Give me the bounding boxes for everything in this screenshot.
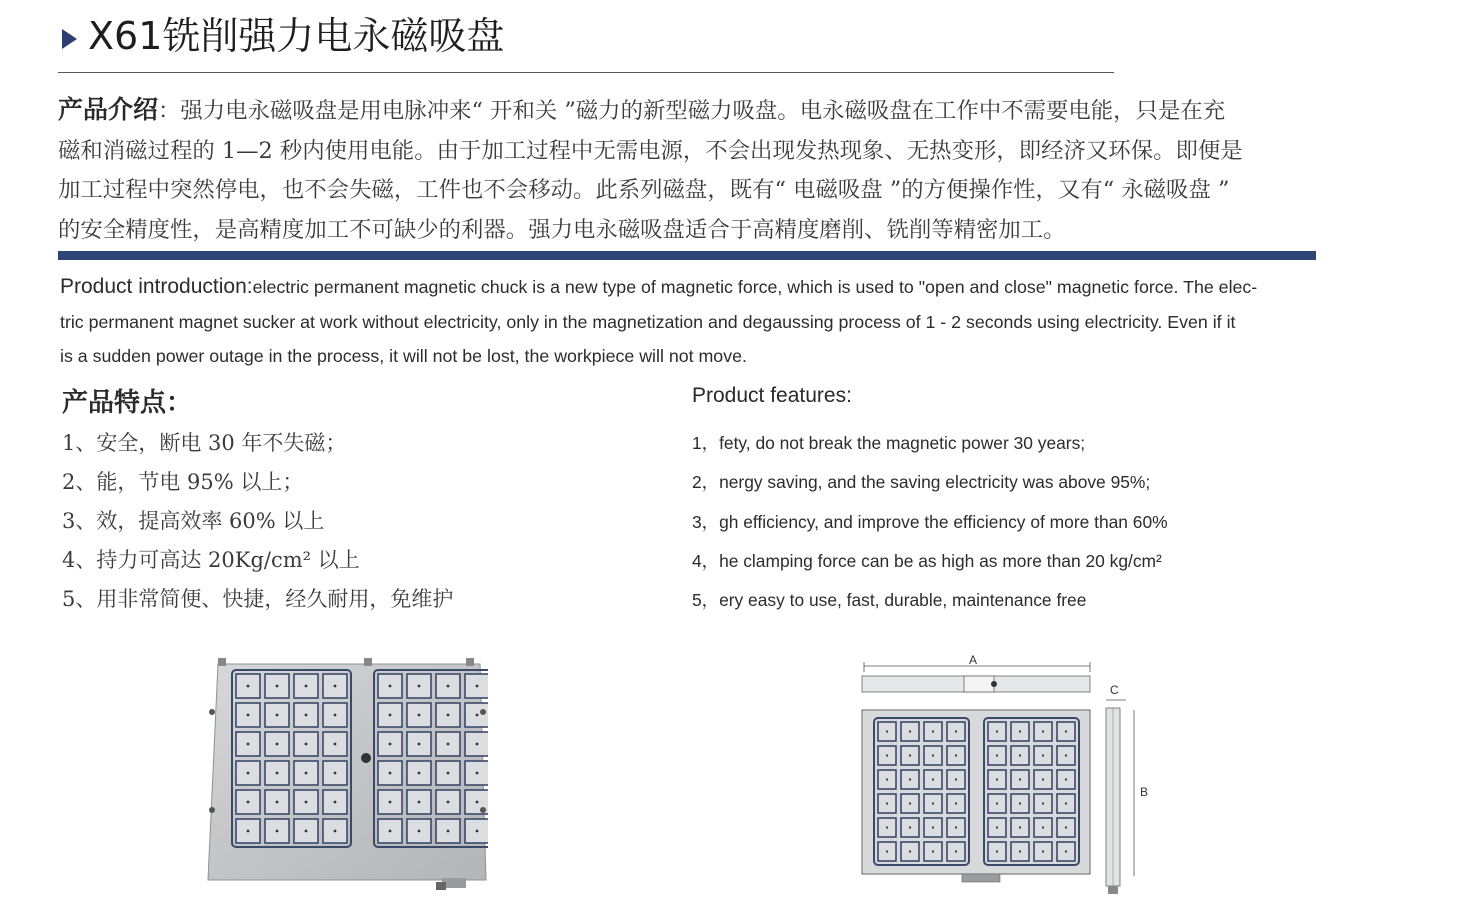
magnetic-chuck-photo <box>204 656 488 892</box>
triangle-arrow-icon <box>62 29 77 49</box>
pole-screw <box>447 685 450 688</box>
pole-screw <box>389 830 392 833</box>
features-cn-list <box>62 424 453 619</box>
pole-screw <box>996 826 998 828</box>
pole-screw <box>476 743 479 746</box>
pole-screw <box>932 802 934 804</box>
pole-screw <box>418 830 421 833</box>
pole-screw <box>909 730 911 732</box>
features-en-list <box>692 424 1168 620</box>
pole-screw <box>1019 850 1021 852</box>
pole-screw <box>909 850 911 852</box>
pole-screw <box>1042 730 1044 732</box>
dimension-b-label: B <box>1140 785 1149 799</box>
pole-screw <box>1019 778 1021 780</box>
pole-screw <box>932 778 934 780</box>
pole-screw <box>476 685 479 688</box>
pole-screw <box>886 802 888 804</box>
pole-screw <box>932 826 934 828</box>
pole-screw <box>418 772 421 775</box>
pole-screw <box>447 830 450 833</box>
dimension-c-label: C <box>1110 683 1119 697</box>
pole-screw <box>305 685 308 688</box>
intro-en-text: electric permanent magnetic chuck is a new type of magnetic force, which is used to "open and close" magnetic force. The elec- <box>252 277 1258 297</box>
pole-screw <box>334 830 337 833</box>
pole-screw <box>1019 826 1021 828</box>
pole-screw <box>334 801 337 804</box>
feature-cn-item: 5、用非常简便、快捷，经久耐用，免维护 <box>62 587 454 611</box>
pole-screw <box>418 801 421 804</box>
pole-screw <box>334 714 337 717</box>
pole-screw <box>1065 730 1067 732</box>
intro-cn-line: 的安全精度性，是高精度加工不可缺少的利器。强力电永磁吸盘适合于高精度磨削、铣削等精密加工。 <box>58 216 1066 243</box>
pole-screw <box>476 801 479 804</box>
pole-screw <box>1042 826 1044 828</box>
pole-screw <box>886 826 888 828</box>
features-cn-heading: 产品特点： <box>62 388 193 418</box>
pole-screw <box>909 826 911 828</box>
feature-en-item: 4，he clamping force can be as high as more than 20 kg/cm² <box>692 550 1162 571</box>
title-divider <box>58 72 1114 73</box>
pole-screw <box>305 772 308 775</box>
pole-screw <box>247 714 250 717</box>
feature-en-item: 1，fety, do not break the magnetic power 30 years; <box>692 433 1086 453</box>
feature-cn-item: 1、安全，断电 30 年不失磁； <box>62 431 347 455</box>
pole-screw <box>389 772 392 775</box>
feature-cn-item: 4、持力可高达 20Kg/cm² 以上 <box>62 548 360 572</box>
pole-screw <box>996 802 998 804</box>
pole-screw <box>932 850 934 852</box>
pole-screw <box>955 778 957 780</box>
pole-screw <box>955 802 957 804</box>
pole-screw <box>932 730 934 732</box>
intro-cn-line: 磁和消磁过程的 1—2 秒内使用电能。由于加工过程中无需电源，不会出现发热现象、无热变形，即经济又环保。即便是 <box>58 137 1243 164</box>
pole-screw <box>1019 802 1021 804</box>
pole-screw <box>247 801 250 804</box>
pole-screw <box>476 830 479 833</box>
pole-screw <box>1065 850 1067 852</box>
pole-screw <box>447 772 450 775</box>
pole-screw <box>932 754 934 756</box>
pole-screw <box>334 685 337 688</box>
pole-screw <box>305 801 308 804</box>
pole-screw <box>955 850 957 852</box>
dimension-a-label: A <box>969 653 978 667</box>
pole-screw <box>389 685 392 688</box>
pole-screw <box>447 743 450 746</box>
pole-screw <box>996 850 998 852</box>
intro-cn-line <box>58 90 1320 132</box>
pole-screw <box>276 801 279 804</box>
pole-screw <box>389 714 392 717</box>
pole-screw <box>334 743 337 746</box>
pole-screw <box>955 754 957 756</box>
pole-screw <box>1065 802 1067 804</box>
pole-screw <box>1065 754 1067 756</box>
pole-screw <box>955 730 957 732</box>
pole-screw <box>909 754 911 756</box>
feature-en-item: 5，ery easy to use, fast, durable, maintenance free <box>692 590 1087 611</box>
feature-en-item: 3，gh efficiency, and improve the efficiency of more than 60% <box>692 511 1168 532</box>
intro-en <box>60 270 1318 374</box>
pole-screw <box>305 714 308 717</box>
pole-screw <box>447 714 450 717</box>
pole-screw <box>305 830 308 833</box>
pole-screw <box>1065 826 1067 828</box>
pole-screw <box>1019 754 1021 756</box>
intro-cn-text: ：强力电永磁吸盘是用电脉冲来“ 开和关 ”磁力的新型磁力吸盘。电永磁吸盘在工作中不需要电能，只是在充 <box>158 98 1226 124</box>
pole-screw <box>247 772 250 775</box>
pole-screw <box>909 778 911 780</box>
pole-screw <box>276 830 279 833</box>
pole-screw <box>886 730 888 732</box>
pole-screw <box>996 754 998 756</box>
pole-screw <box>886 850 888 852</box>
intro-en-line <box>60 270 1318 305</box>
pole-screw <box>389 801 392 804</box>
pole-screw <box>1019 730 1021 732</box>
intro-en-label: Product introduction: <box>60 275 253 298</box>
pole-screw <box>447 801 450 804</box>
section-divider-bar <box>58 251 1316 260</box>
pole-screw <box>1042 802 1044 804</box>
pole-screw <box>389 743 392 746</box>
pole-screw <box>276 714 279 717</box>
pole-screw <box>418 743 421 746</box>
pole-screw <box>276 743 279 746</box>
intro-cn-line: 加工过程中突然停电，也不会失磁，工件也不会移动。此系列磁盘，既有“ 电磁吸盘 ”的方便操作性，又有“ 永磁吸盘 ” <box>58 177 1230 203</box>
features-en-heading: Product features: <box>692 384 852 407</box>
pole-screw <box>418 685 421 688</box>
pole-screw <box>247 685 250 688</box>
intro-en-line: tric permanent magnet sucker at work without electricity, only in the magnetization and degaussing process of 1 - 2 seconds using electricity. Even if it <box>60 311 1236 332</box>
pole-screw <box>955 826 957 828</box>
pole-screw <box>247 743 250 746</box>
pole-screw <box>1042 778 1044 780</box>
pole-screw <box>476 772 479 775</box>
pole-screw <box>418 714 421 717</box>
intro-cn-label: 产品介绍 <box>58 95 159 124</box>
intro-en-line: is a sudden power outage in the process, it will not be lost, the workpiece will not move. <box>60 346 747 366</box>
pole-screw <box>334 772 337 775</box>
feature-cn-item: 2、能，节电 95% 以上； <box>62 470 304 494</box>
title-block <box>58 12 1118 76</box>
chuck-dimension-drawing <box>856 650 1156 898</box>
feature-cn-item: 3、效，提高效率 60% 以上 <box>62 509 325 533</box>
page-title: X61铣削强力电永磁吸盘 <box>88 14 505 58</box>
pole-screw <box>1042 754 1044 756</box>
pole-screw <box>276 685 279 688</box>
pole-screw <box>996 730 998 732</box>
pole-screw <box>1065 778 1067 780</box>
intro-cn <box>58 90 1320 250</box>
pole-screw <box>476 714 479 717</box>
pole-screw <box>886 754 888 756</box>
pole-screw <box>996 778 998 780</box>
pole-screw <box>247 830 250 833</box>
pole-screw <box>1042 850 1044 852</box>
pole-screw <box>305 743 308 746</box>
feature-en-item: 2，nergy saving, and the saving electricity was above 95%; <box>692 472 1151 493</box>
pole-screw <box>909 802 911 804</box>
pole-screw <box>886 778 888 780</box>
pole-screw <box>276 772 279 775</box>
